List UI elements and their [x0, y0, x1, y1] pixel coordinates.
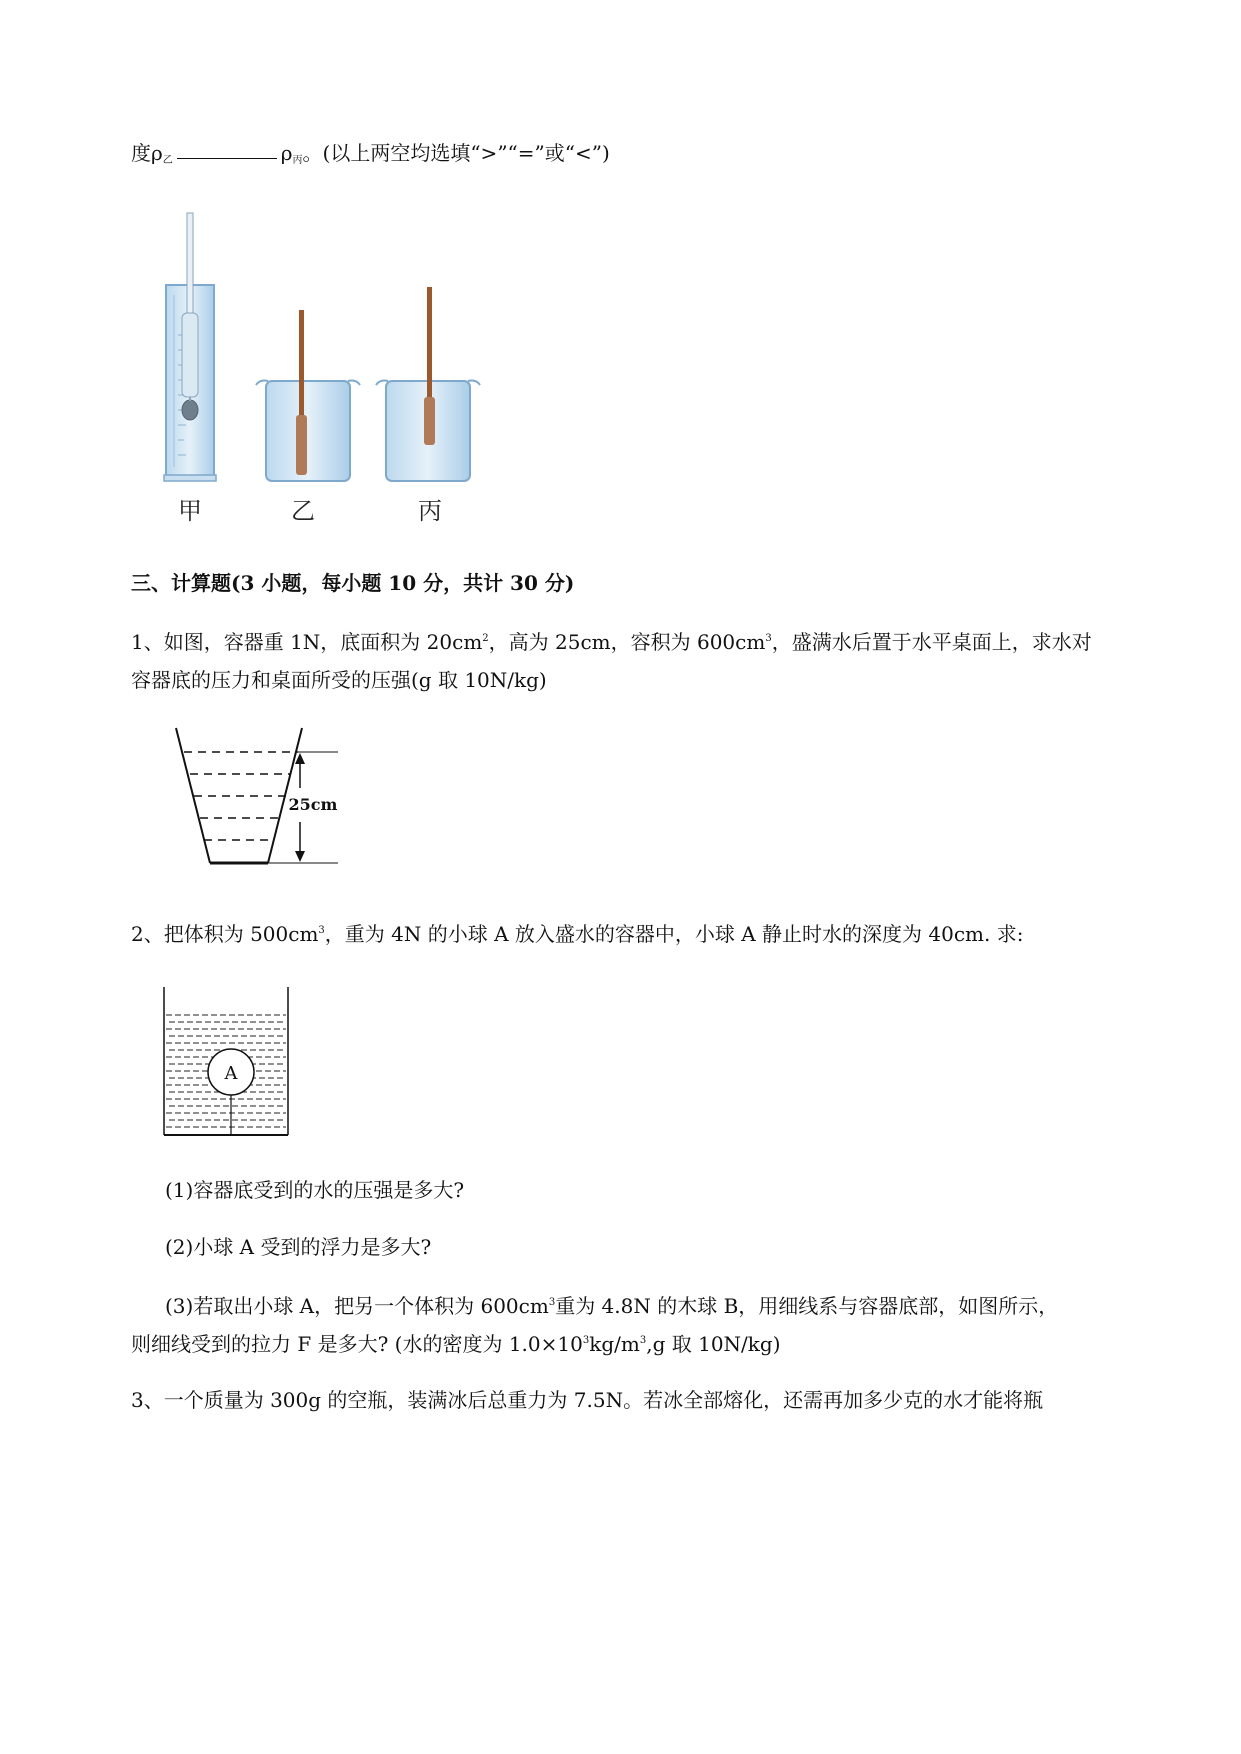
- cylinder-jia: [164, 213, 216, 481]
- subscript-bing: 丙: [292, 155, 303, 166]
- q3-line1: 3、一个质量为 300g 的空瓶，装满冰后总重力为 7.5N。若冰全部熔化，还需再加多少克的水才能将瓶: [131, 1388, 1044, 1412]
- q2-sub3-superscript: 3: [582, 1335, 590, 1346]
- q2-text-b: ，重为 4N 的小球 A 放入盛水的容器中，小球 A 静止时水的深度为 40cm. 求:: [324, 922, 1024, 946]
- q2-sub3-line1: [165, 1296, 1058, 1316]
- q1-text-b: ，高为 25cm，容积为 600cm: [488, 630, 766, 654]
- q2-sub3-superscript: 3: [639, 1335, 647, 1346]
- label-jia: 甲: [178, 497, 202, 525]
- question-fragment-density: [131, 143, 610, 166]
- q2-sub3-text-b: 重为 4.8N 的木球 B，用细线系与容器底部，如图所示，: [555, 1294, 1059, 1318]
- figure-trapezoid-container: [170, 722, 350, 872]
- q1-line2: 容器底的压力和桌面所受的压强(g 取 10N/kg): [131, 668, 547, 692]
- q1-text-c: ，盛满水后置于水平桌面上，求水对: [771, 630, 1092, 654]
- density-rho-bing: ρ: [280, 141, 293, 165]
- q2-sub3-superscript: 3: [548, 1297, 556, 1308]
- q1-superscript: 2: [482, 633, 489, 644]
- label-yi: 乙: [291, 497, 315, 525]
- section-heading: 三、计算题(3 小题，每小题 10 分，共计 30 分): [131, 571, 575, 595]
- height-label: 25cm: [288, 795, 338, 814]
- q2-sub3-line2-b: kg/m: [589, 1332, 640, 1356]
- q2-sub3-text-a: (3)若取出小球 A，把另一个体积为 600cm: [165, 1294, 549, 1318]
- q1-superscript: 3: [765, 633, 772, 644]
- q2-sub3-line2-a: 则细线受到的拉力 F 是多大? (水的密度为 1.0×10: [131, 1332, 583, 1356]
- q2-sub2: (2)小球 A 受到的浮力是多大?: [165, 1235, 432, 1259]
- subscript-yi: 乙: [162, 155, 173, 166]
- q1-text-a: 1、如图，容器重 1N，底面积为 20cm: [131, 630, 483, 654]
- density-rho-yi: 度ρ: [131, 141, 163, 165]
- q2-sub1: (1)容器底受到的水的压强是多大?: [165, 1178, 465, 1202]
- answer-blank[interactable]: [177, 157, 277, 159]
- q2-sub3-line2-c: ,g 取 10N/kg): [646, 1332, 781, 1356]
- label-bing: 丙: [418, 497, 442, 525]
- instruction-text: 。(以上两空均选填“>”“=”或“<”): [302, 141, 610, 165]
- figure-ball-container: [160, 985, 292, 1137]
- ball-label: A: [224, 1063, 238, 1084]
- q2-sub3-line2: [131, 1334, 781, 1354]
- q2-superscript: 3: [318, 925, 325, 936]
- q2-line1: [131, 924, 1023, 944]
- q1-line1: [131, 632, 1092, 652]
- q2-text-a: 2、把体积为 500cm: [131, 922, 319, 946]
- beaker-yi: [256, 310, 360, 481]
- beaker-bing: [376, 287, 480, 481]
- figure-hydrometer-beakers: [160, 205, 490, 530]
